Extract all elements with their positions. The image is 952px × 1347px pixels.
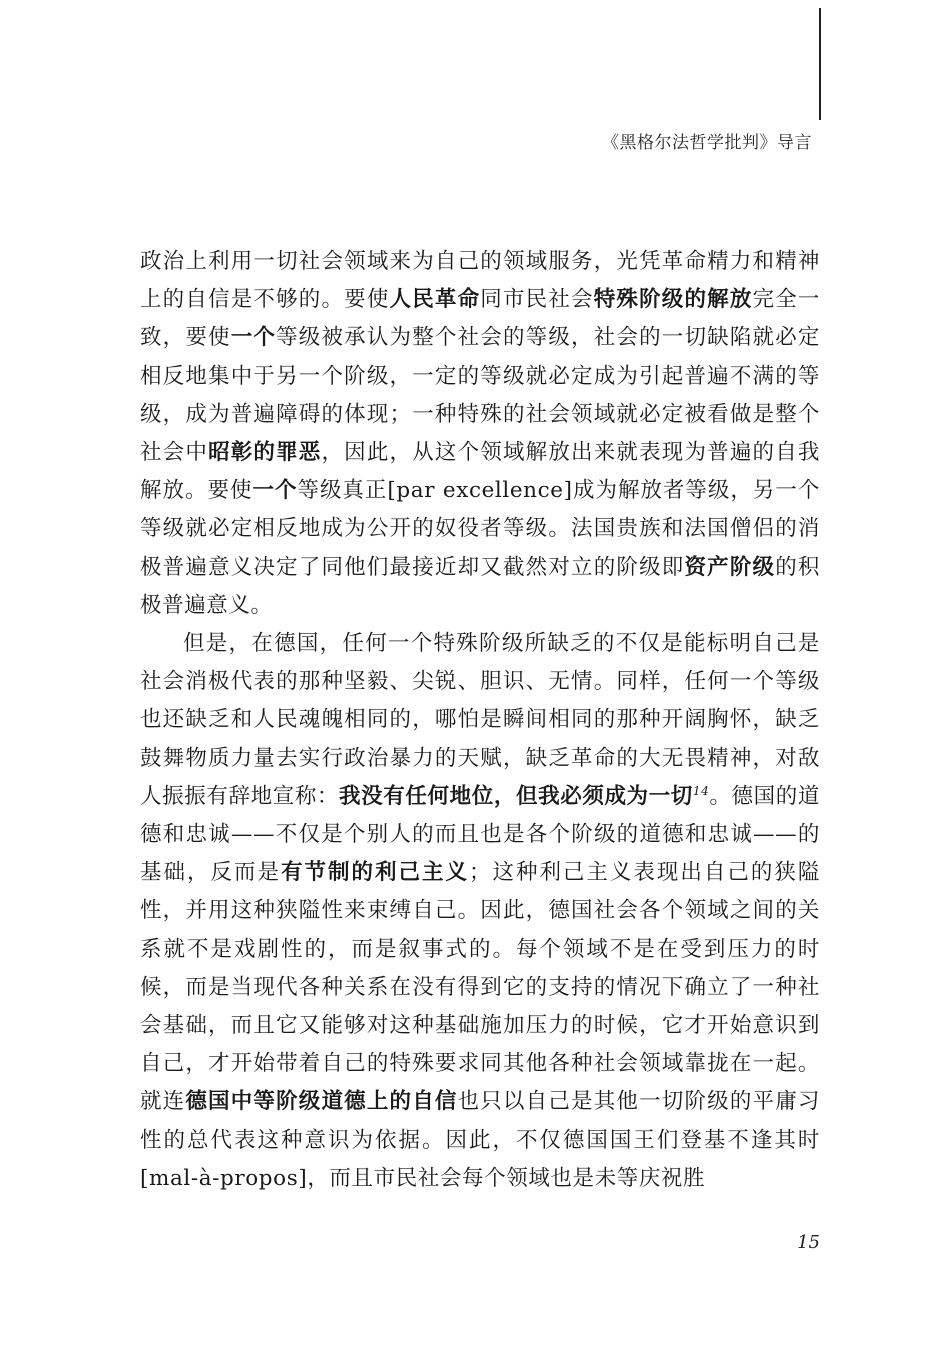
paragraph-1 (140, 243, 820, 625)
text-run: 等级真正[par excellence]成为解放者等级，另一个等级就必定相反地成为公开的奴役者等级。法国贵族和法国僧侣的消极普遍意义决定了同他们最接近却又截然对立的阶级即 (140, 478, 820, 580)
page-number: 15 (797, 1232, 820, 1253)
margin-rule (819, 8, 821, 120)
text-run: 完全一致，要使 (140, 287, 821, 351)
emphasis: 特殊阶级的解放 (593, 287, 753, 313)
text-run: ；这种利己主义表现出自己的狭隘性，并用这种狭隘性来束缚自己。因此，德国社会各个领域之间的关系就不是戏剧性的，而是叙事式的。每个领域不是在受到压力的时候，而是当现代各种关系在没有得到它的支持的情况下确立了一种社会基础，而且它又能够对这种基础施加压力的时候，它才开始意识到自己，才开始带着自己的特殊要求同其他各种社会领域靠拢在一起。就连 (140, 860, 820, 1115)
emphasis: 一个 (230, 325, 277, 351)
text-run: 也只以自己是其他一切阶级的平庸习性的总代表这种意识为依据。因此，不仅德国国王们登基不逢其时[mal-à-propos]，而且市民社会每个领域也是未等庆祝胜 (140, 1089, 820, 1191)
running-head: 《黑格尔法哲学批判》导言 (602, 133, 812, 153)
text-run: 政治上利用一切社会领域来为自己的领域服务，光凭革命精力和精神上的自信是不够的。要使 (140, 249, 820, 313)
emphasis: 一个 (252, 478, 298, 504)
text-run: 。德国的道德和忠诚——不仅是个别人的而且也是各个阶级的道德和忠诚——的基础，反而是 (140, 783, 820, 886)
emphasis: 资产阶级 (684, 554, 776, 580)
text-run: 的积极普遍意义。 (140, 554, 821, 618)
emphasis: 我没有任何地位，但我必须成为一切 (339, 783, 693, 809)
paragraph-2 (140, 625, 820, 1198)
text-run: 等级被承认为整个社会的等级，社会的一切缺陷就必定相反地集中于另一个阶级，一定的等级就必定成为引起普遍不满的等级，成为普遍障碍的体现；一种特殊的社会领域就必定被看做是整个社会中 (140, 325, 820, 466)
emphasis: 德国中等阶级道德上的自信 (185, 1089, 458, 1115)
emphasis: 人民革命 (389, 287, 481, 313)
emphasis: 昭彰的罪恶 (208, 440, 322, 466)
text-run: 但是，在德国，任何一个特殊阶级所缺乏的不仅是能标明自己是社会消极代表的那种坚毅、尖锐、胆识、无情。同样，任何一个等级也还缺乏和人民魂魄相同的，哪怕是瞬间相同的那种开阔胸怀，缺乏鼓舞物质力量去实行政治暴力的天赋，缺乏革命的大无畏精神，对敌人振振有辞地宣称： (140, 631, 820, 809)
emphasis: 有节制的利己主义 (280, 860, 469, 886)
footnote-marker: 14 (692, 783, 710, 798)
text-run: 同市民社会 (480, 287, 594, 313)
text-run: ，因此，从这个领域解放出来就表现为普遍的自我解放。要使 (140, 440, 820, 504)
body-text (140, 243, 820, 1198)
